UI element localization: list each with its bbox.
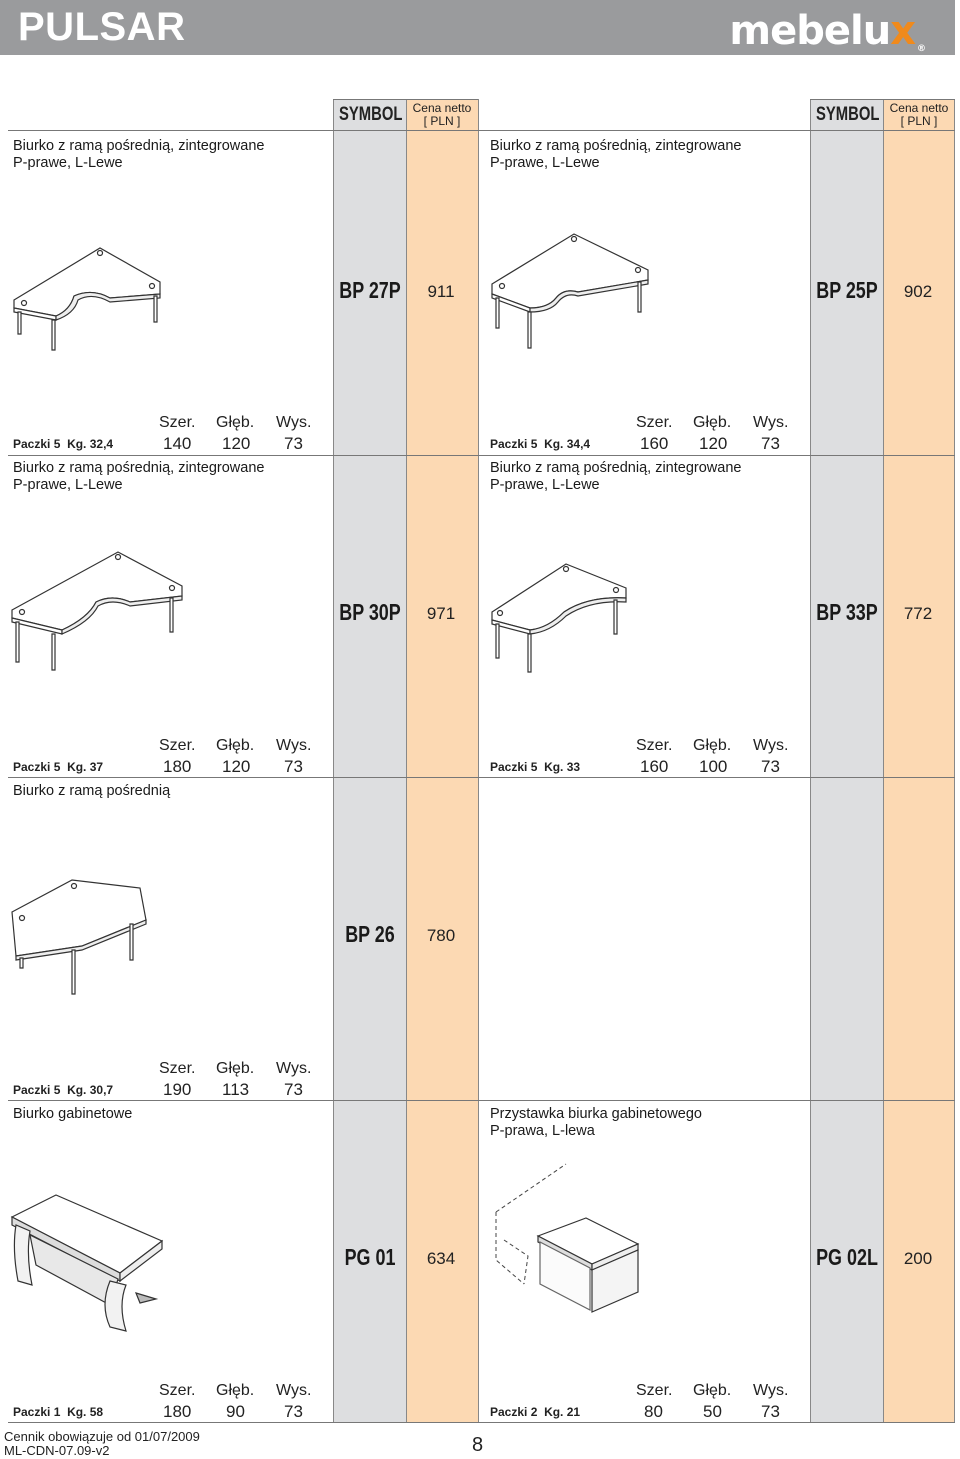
dim-label-width: Szer. bbox=[636, 414, 673, 431]
product-price: 902 bbox=[903, 282, 933, 301]
footer-line2: ML-CDN-07.09-v2 bbox=[4, 1443, 110, 1458]
dim-label-depth: Głęb. bbox=[216, 414, 255, 431]
dim-height: 73 bbox=[761, 434, 780, 453]
package-info bbox=[13, 437, 113, 451]
dim-depth: 120 bbox=[699, 434, 728, 453]
dim-label-depth: Głęb. bbox=[216, 737, 255, 754]
kg-label: Kg. bbox=[67, 1405, 87, 1419]
dim-label-depth: Głęb. bbox=[216, 1060, 255, 1077]
price-header-line1: Cena netto bbox=[412, 101, 472, 115]
dim-height: 73 bbox=[284, 1080, 303, 1099]
product-symbol: BP 26 bbox=[345, 921, 395, 947]
kg-value: 33 bbox=[566, 760, 581, 774]
dim-depth: 50 bbox=[703, 1402, 722, 1421]
product-description: Biurko z ramą pośrednią, zintegrowane bbox=[490, 138, 742, 154]
kg-value: 32,4 bbox=[89, 437, 114, 451]
product-description: Przystawka biurka gabinetowego bbox=[490, 1106, 702, 1122]
row-divider bbox=[8, 777, 955, 778]
product-symbol: BP 30P bbox=[339, 599, 401, 625]
price-header-left bbox=[406, 102, 478, 128]
dim-label-height: Wys. bbox=[276, 1060, 312, 1077]
dim-label-width: Szer. bbox=[159, 737, 196, 754]
dim-depth: 120 bbox=[222, 757, 251, 776]
dim-label-height: Wys. bbox=[753, 737, 789, 754]
desk-drawing-pg02l bbox=[478, 1160, 798, 1360]
product-price: 772 bbox=[903, 604, 933, 623]
paczki-value: 5 bbox=[53, 437, 61, 451]
paczki-label: Paczki bbox=[490, 1405, 528, 1419]
product-variant: P-prawe, L-Lewe bbox=[13, 477, 123, 493]
product-price: 780 bbox=[426, 926, 456, 945]
product-variant: P-prawe, L-Lewe bbox=[13, 155, 123, 171]
package-info bbox=[490, 760, 580, 774]
paczki-label: Paczki bbox=[13, 1405, 51, 1419]
product-symbol: BP 27P bbox=[339, 277, 401, 303]
paczki-value: 5 bbox=[530, 760, 538, 774]
dim-height: 73 bbox=[284, 434, 303, 453]
paczki-value: 1 bbox=[53, 1405, 61, 1419]
dim-height: 73 bbox=[284, 757, 303, 776]
paczki-label: Paczki bbox=[13, 1083, 51, 1097]
product-variant: P-prawe, L-Lewe bbox=[490, 477, 600, 493]
kg-label: Kg. bbox=[67, 760, 87, 774]
dim-width: 190 bbox=[163, 1080, 192, 1099]
package-info bbox=[13, 760, 103, 774]
dim-width: 180 bbox=[163, 1402, 192, 1421]
paczki-label: Paczki bbox=[13, 437, 51, 451]
paczki-value: 2 bbox=[530, 1405, 538, 1419]
desk-drawing-bp25p bbox=[478, 220, 798, 420]
row-divider bbox=[8, 1100, 955, 1101]
kg-value: 37 bbox=[89, 760, 104, 774]
dim-depth: 90 bbox=[226, 1402, 245, 1421]
dim-depth: 100 bbox=[699, 757, 728, 776]
page-number: 8 bbox=[472, 1434, 484, 1456]
dim-label-width: Szer. bbox=[636, 737, 673, 754]
price-header-line1: Cena netto bbox=[889, 101, 949, 115]
dim-width: 140 bbox=[163, 434, 192, 453]
header-row-line bbox=[810, 99, 955, 100]
dim-label-width: Szer. bbox=[636, 1382, 673, 1399]
kg-value: 30,7 bbox=[89, 1083, 114, 1097]
brand-logo-text: mebelu bbox=[729, 8, 891, 54]
series-title: PULSAR bbox=[18, 5, 186, 49]
paczki-value: 5 bbox=[53, 1083, 61, 1097]
price-header-right bbox=[883, 102, 955, 128]
column-divider bbox=[810, 99, 811, 1422]
dim-depth: 113 bbox=[222, 1080, 250, 1099]
brand-logo-x: x bbox=[890, 8, 915, 54]
dim-height: 73 bbox=[761, 757, 780, 776]
dim-label-height: Wys. bbox=[276, 737, 312, 754]
product-symbol: BP 25P bbox=[816, 277, 878, 303]
kg-label: Kg. bbox=[544, 760, 564, 774]
dim-depth: 120 bbox=[222, 434, 251, 453]
dim-width: 80 bbox=[644, 1402, 663, 1421]
product-price: 634 bbox=[426, 1249, 456, 1268]
dim-width: 160 bbox=[640, 434, 669, 453]
paczki-value: 5 bbox=[53, 760, 61, 774]
desk-drawing-pg01 bbox=[0, 1185, 320, 1385]
package-info bbox=[13, 1083, 113, 1097]
footer-validity bbox=[4, 1430, 200, 1458]
row-divider bbox=[8, 455, 955, 456]
price-header-line2: [ PLN ] bbox=[423, 114, 461, 128]
product-description: Biurko z ramą pośrednią, zintegrowane bbox=[13, 138, 265, 154]
product-description: Biurko z ramą pośrednią bbox=[13, 783, 171, 799]
paczki-label: Paczki bbox=[490, 437, 528, 451]
package-info bbox=[490, 437, 590, 451]
dim-label-height: Wys. bbox=[276, 414, 312, 431]
desk-drawing-bp26 bbox=[0, 870, 320, 1070]
paczki-label: Paczki bbox=[490, 760, 528, 774]
row-divider bbox=[8, 1422, 955, 1423]
product-price: 200 bbox=[903, 1249, 933, 1268]
product-price: 911 bbox=[427, 282, 455, 301]
symbol-header-right: SYMBOL bbox=[816, 104, 880, 125]
product-description: Biurko z ramą pośrednią, zintegrowane bbox=[13, 460, 265, 476]
brand-registered-mark: ® bbox=[917, 44, 925, 54]
product-symbol: BP 33P bbox=[816, 599, 878, 625]
footer-line1: Cennik obowiązuje od 01/07/2009 bbox=[4, 1429, 200, 1444]
product-description: Biurko z ramą pośrednią, zintegrowane bbox=[490, 460, 742, 476]
desk-drawing-bp33p bbox=[478, 550, 798, 750]
kg-value: 21 bbox=[566, 1405, 581, 1419]
paczki-label: Paczki bbox=[13, 760, 51, 774]
dim-label-height: Wys. bbox=[276, 1382, 312, 1399]
product-variant: P-prawe, L-Lewe bbox=[490, 155, 600, 171]
dim-height: 73 bbox=[761, 1402, 780, 1421]
dim-height: 73 bbox=[284, 1402, 303, 1421]
dim-width: 160 bbox=[640, 757, 669, 776]
product-price: 971 bbox=[426, 604, 456, 623]
product-symbol: PG 02L bbox=[816, 1244, 878, 1270]
dim-label-height: Wys. bbox=[753, 1382, 789, 1399]
package-info bbox=[490, 1405, 580, 1419]
column-divider bbox=[954, 99, 955, 1422]
kg-value: 58 bbox=[89, 1405, 104, 1419]
kg-label: Kg. bbox=[544, 1405, 564, 1419]
desk-drawing-bp27p bbox=[0, 230, 320, 430]
package-info bbox=[13, 1405, 103, 1419]
kg-label: Kg. bbox=[67, 1083, 87, 1097]
header-row-line bbox=[333, 99, 478, 100]
dim-label-depth: Głęb. bbox=[693, 1382, 732, 1399]
symbol-header-left: SYMBOL bbox=[339, 104, 403, 125]
row-divider bbox=[8, 130, 955, 131]
dim-label-depth: Głęb. bbox=[693, 737, 732, 754]
product-symbol: PG 01 bbox=[344, 1244, 396, 1270]
price-header-line2: [ PLN ] bbox=[900, 114, 938, 128]
kg-label: Kg. bbox=[67, 437, 87, 451]
paczki-value: 5 bbox=[530, 437, 538, 451]
product-variant: P-prawa, L-lewa bbox=[490, 1123, 595, 1139]
desk-drawing-bp30p bbox=[0, 540, 320, 740]
kg-label: Kg. bbox=[544, 437, 564, 451]
dim-width: 180 bbox=[163, 757, 192, 776]
page-header bbox=[0, 0, 955, 55]
brand-logo bbox=[729, 8, 925, 54]
dim-label-height: Wys. bbox=[753, 414, 789, 431]
dim-label-width: Szer. bbox=[159, 414, 196, 431]
dim-label-depth: Głęb. bbox=[693, 414, 732, 431]
kg-value: 34,4 bbox=[566, 437, 591, 451]
dim-label-width: Szer. bbox=[159, 1060, 196, 1077]
column-divider bbox=[333, 99, 334, 1422]
dim-label-depth: Głęb. bbox=[216, 1382, 255, 1399]
dim-label-width: Szer. bbox=[159, 1382, 196, 1399]
product-description: Biurko gabinetowe bbox=[13, 1106, 133, 1122]
